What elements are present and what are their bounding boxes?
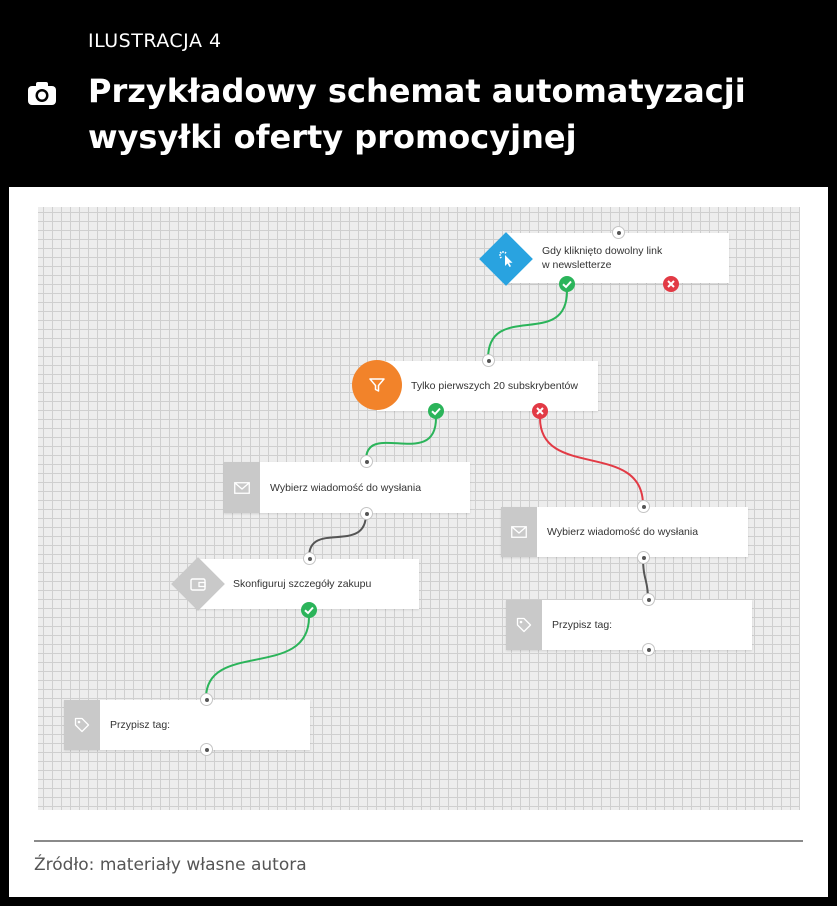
tag-icon xyxy=(516,617,532,633)
node-trigger-label: Gdy kliknięto dowolny link w newsletterze xyxy=(542,245,663,271)
check-icon xyxy=(428,403,444,419)
node-message-no[interactable] xyxy=(501,507,748,557)
trigger-no-connector[interactable] xyxy=(663,276,679,292)
tag-right-input-port[interactable] xyxy=(642,593,655,606)
node-filter-label: Tylko pierwszych 20 subskrybentów xyxy=(411,380,578,392)
node-message-no-label: Wybierz wiadomość do wysłania xyxy=(547,526,699,538)
footer-divider xyxy=(34,840,803,842)
header xyxy=(0,0,837,187)
wallet-icon xyxy=(188,574,208,594)
page-title: Przykładowy schemat automatyzacji wysyłki oferty promocyjnej xyxy=(88,72,746,156)
node-tag-right-label: Przypisz tag: xyxy=(552,619,613,631)
x-icon xyxy=(663,276,679,292)
message-yes-output-port[interactable] xyxy=(360,507,373,520)
illustration-label: ILUSTRACJA 4 xyxy=(88,30,222,52)
tag-icon-box xyxy=(506,600,542,650)
node-trigger[interactable] xyxy=(506,233,729,283)
x-icon xyxy=(532,403,548,419)
message-no-output-port[interactable] xyxy=(637,551,650,564)
check-icon xyxy=(301,602,317,618)
message-no-input-port[interactable] xyxy=(637,500,650,513)
node-filter[interactable] xyxy=(377,361,598,411)
tag-right-output-port[interactable] xyxy=(642,643,655,656)
filter-yes-connector[interactable] xyxy=(428,403,444,419)
filter-no-connector[interactable] xyxy=(532,403,548,419)
source-caption: Źródło: materiały własne autora xyxy=(34,855,307,875)
message-icon-box xyxy=(224,462,260,513)
purchase-yes-connector[interactable] xyxy=(301,602,317,618)
trigger-input-port[interactable] xyxy=(612,226,625,239)
check-icon xyxy=(559,276,575,292)
trigger-yes-connector[interactable] xyxy=(559,276,575,292)
click-pointer-icon xyxy=(497,249,517,269)
purchase-input-port[interactable] xyxy=(303,552,316,565)
node-purchase-label: Skonfiguruj szczegóły zakupu xyxy=(233,578,372,590)
camera-icon xyxy=(27,80,57,106)
funnel-icon xyxy=(367,375,387,395)
node-message-yes-label: Wybierz wiadomość do wysłania xyxy=(270,482,422,494)
tag-icon-box xyxy=(64,700,100,750)
tag-left-input-port[interactable] xyxy=(200,693,213,706)
node-tag-left-label: Przypisz tag: xyxy=(110,719,171,731)
tag-left-output-port[interactable] xyxy=(200,743,213,756)
message-icon-box xyxy=(501,507,537,557)
filter-input-port[interactable] xyxy=(482,354,495,367)
node-tag-left[interactable] xyxy=(64,700,310,750)
node-message-yes[interactable] xyxy=(224,462,470,513)
envelope-icon xyxy=(511,526,527,538)
message-yes-input-port[interactable] xyxy=(360,455,373,468)
tag-icon xyxy=(74,717,90,733)
envelope-icon xyxy=(234,482,250,494)
node-tag-right[interactable] xyxy=(506,600,752,650)
